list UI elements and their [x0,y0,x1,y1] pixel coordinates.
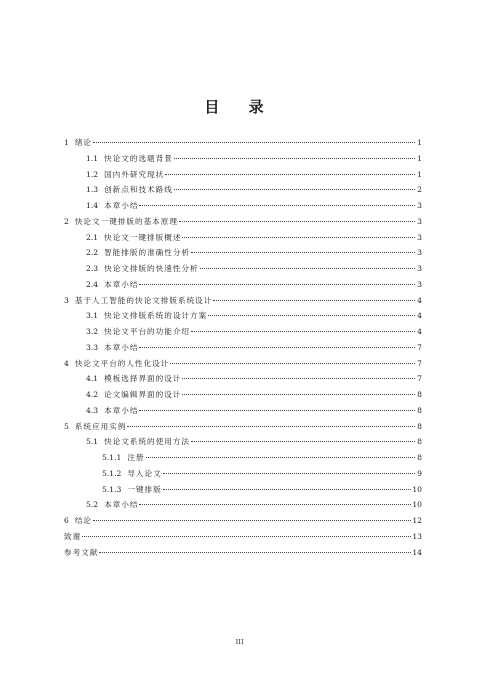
toc-dot-leader [182,394,415,395]
toc-entry-number: 1 [64,138,69,147]
toc-entry-number: 2 [64,216,69,226]
toc-entry-title: 国内外研究现状 [104,169,165,179]
toc-entry-page: 1 [417,153,422,163]
toc-entry [64,151,422,167]
toc-entry-page: 12 [412,516,422,525]
toc-entry-title: 导入论文 [127,468,162,478]
toc-entry [64,214,422,230]
toc-entry-number: 2.1 [86,232,99,242]
toc-entry-page: 8 [417,437,422,447]
toc-entry-page: 2 [417,185,422,195]
toc-entry-page: 3 [417,216,422,226]
toc-entry-page: 8 [417,390,422,399]
toc-entry-title: 本章小结 [104,500,139,510]
toc-dot-leader [93,142,415,143]
toc-entry-title: 快论文系统的使用方法 [104,437,191,447]
toc-entry-page: 1 [417,138,422,147]
toc-entry-title: 系统应用实例 [74,421,127,431]
toc-entry [64,529,422,545]
toc-entry-page: 7 [417,342,422,352]
toc-entry-title: 快论文一键排版概述 [104,232,182,242]
toc-dot-leader [163,489,412,490]
toc-entry-number: 4.1 [86,374,99,384]
page-number: III [235,639,245,646]
toc-entry [64,450,422,466]
toc-entry-page: 10 [412,500,422,510]
toc-entry [64,182,422,198]
toc-entry-page: 3 [417,279,422,289]
toc-entry [64,482,422,498]
toc-dot-leader [200,268,415,269]
toc-entry [64,356,422,372]
toc-entry-number: 5.1.3 [102,484,122,494]
toc-entry [64,340,422,356]
toc-entry [64,403,422,419]
toc-entry-title: 本章小结 [104,405,139,415]
toc-entry-title: 本章小结 [104,279,139,289]
toc-entry-title: 基于人工智能的快论文排版系统设计 [74,295,213,305]
toc-entry-page: 3 [417,201,422,210]
toc-entry-page: 4 [417,295,422,305]
toc-dot-leader [170,363,415,364]
toc-entry-number: 4.3 [86,405,99,415]
toc-dot-leader [191,252,415,253]
toc-entry [64,277,422,293]
toc-dot-leader [139,410,415,411]
toc-entry [64,419,422,435]
toc-entry-number: 5.1.2 [102,468,122,478]
toc-dot-leader [99,552,411,553]
toc-entry-number: 4.2 [86,390,99,399]
toc-entry-number: 5 [64,421,69,431]
toc-entry-page: 3 [417,264,422,273]
toc-entry [64,513,422,529]
toc-entry-number: 6 [64,516,69,525]
toc-entry-title: 论文编辑界面的设计 [104,390,182,399]
toc-entry-number: 3.2 [86,327,99,336]
toc-dot-leader [191,441,415,442]
toc-entry [64,466,422,482]
toc-entry-page: 7 [417,374,422,384]
toc-entry [64,135,422,151]
toc-dot-leader [139,205,415,206]
toc-title: 目 录 [204,98,276,116]
toc-entry-number: 1.3 [86,185,99,195]
toc-entry-title: 本章小结 [104,201,139,210]
toc-entry-number: 3.3 [86,342,99,352]
toc-entry [64,371,422,387]
toc-entry-title: 快论文平台的功能介绍 [104,327,191,336]
toc-entry [64,434,422,450]
toc-entry-page: 14 [412,547,422,557]
toc-dot-leader [208,315,415,316]
toc-dot-leader [127,426,415,427]
toc-entry [64,167,422,183]
toc-dot-leader [179,221,415,222]
toc-entry-number: 2.2 [86,248,99,258]
toc-entry-number: 4 [64,358,69,368]
toc-dot-leader [139,347,415,348]
toc-dot-leader [93,520,411,521]
toc-entry-title: 致谢 [64,531,82,541]
toc-entry [64,198,422,214]
toc-dot-leader [139,284,415,285]
toc-entry-page: 8 [417,405,422,415]
toc-entry [64,387,422,403]
toc-entry-number: 3 [64,295,69,305]
toc-entry-title: 注册 [127,453,145,462]
toc-entry-page: 8 [417,453,422,462]
toc-dot-leader [213,300,415,301]
toc-dot-leader [182,378,415,379]
toc-entry-page: 1 [417,169,422,179]
toc-entry [64,261,422,277]
toc-entry-number: 1.4 [86,201,99,210]
toc-entry-title: 创新点和技术路线 [104,185,173,195]
toc-entry-number: 5.1 [86,437,99,447]
table-of-contents [64,135,422,560]
toc-entry [64,545,422,561]
toc-dot-leader [163,473,415,474]
toc-entry-number: 2.4 [86,279,99,289]
toc-entry-title: 快论文排版系统的设计方案 [104,311,208,321]
toc-entry-title: 快论文的选题背景 [104,153,173,163]
toc-entry-page: 7 [417,358,422,368]
toc-dot-leader [174,158,415,159]
toc-dot-leader [82,536,411,537]
toc-entry-title: 快论文排版的快速性分析 [104,264,199,273]
toc-entry-title: 模板选择界面的设计 [104,374,182,384]
toc-entry-page: 13 [412,531,422,541]
toc-entry [64,245,422,261]
toc-entry-title: 快论文平台的人性化设计 [74,358,170,368]
toc-entry-number: 2.3 [86,264,99,273]
toc-entry-title: 快论文一键排版的基本原理 [74,216,178,226]
toc-entry-page: 9 [417,468,422,478]
toc-dot-leader [146,457,415,458]
toc-entry-page: 10 [412,484,422,494]
toc-entry-number: 3.1 [86,311,99,321]
toc-dot-leader [182,237,415,238]
toc-dot-leader [139,504,411,505]
toc-entry-page: 4 [417,311,422,321]
toc-entry-number: 5.1.1 [102,453,122,462]
toc-entry-number: 5.2 [86,500,99,510]
toc-entry-title: 结论 [74,516,93,525]
toc-entry-title: 参考文献 [64,547,99,557]
toc-dot-leader [174,189,415,190]
toc-entry [64,230,422,246]
toc-dot-leader [165,174,415,175]
toc-entry-page: 3 [417,248,422,258]
toc-entry-page: 3 [417,232,422,242]
toc-entry-page: 8 [417,421,422,431]
toc-entry-title: 智能排版的准确性分析 [104,248,191,258]
toc-entry-title: 绪论 [74,138,93,147]
toc-entry-number: 1.2 [86,169,99,179]
toc-entry [64,308,422,324]
toc-entry-page: 4 [417,327,422,336]
toc-entry [64,324,422,340]
toc-entry [64,497,422,513]
toc-dot-leader [191,331,415,332]
toc-entry-title: 一键排版 [127,484,162,494]
toc-entry-title: 本章小结 [104,342,139,352]
toc-entry-number: 1.1 [86,153,99,163]
toc-entry [64,293,422,309]
